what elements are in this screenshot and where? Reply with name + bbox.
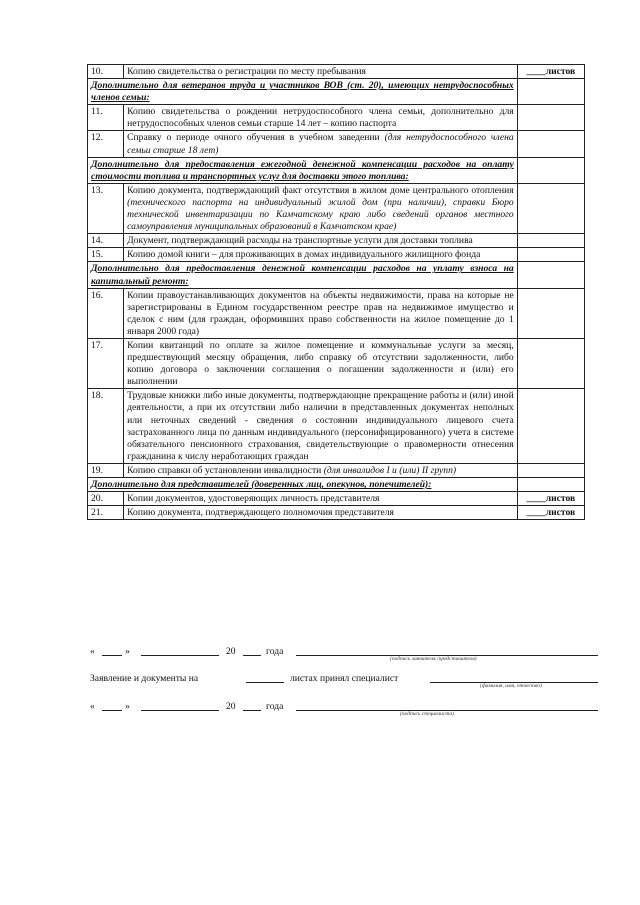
table-row xyxy=(88,105,585,131)
section-heading-representatives: Дополнительно для представителей (доверенных лиц, опекунов, попечителей): xyxy=(88,478,518,492)
day-field[interactable] xyxy=(102,710,122,711)
month-field[interactable] xyxy=(141,655,219,656)
table-row xyxy=(88,234,585,248)
accepted-pages-field[interactable] xyxy=(246,682,284,683)
section-row xyxy=(88,79,585,105)
specialist-name-caption: (фамилия, имя, отчество) xyxy=(480,683,542,689)
specialist-signature-caption: (подпись специалиста) xyxy=(400,711,454,717)
quote-open: « xyxy=(90,646,95,657)
row-main-text: Копию документа, подтверждающий факт отсутствия в жилом доме центрального отопления xyxy=(127,184,514,196)
row-number: 12. xyxy=(88,131,124,157)
row-note: (для нетрудоспособного члена семьи старше 18 лет) xyxy=(127,132,514,156)
row-text: Документ, подтверждающий расходы на транспортные услуги для доставки топлива xyxy=(124,234,518,248)
row-text: Копию свидетельства о рождении нетрудоспособного члена семьи, дополнительно для нетрудоспособных членов семьи старше 14 лет – копию паспорта xyxy=(124,105,518,131)
table-row xyxy=(88,492,585,506)
year-suffix: года xyxy=(266,646,284,657)
row-number: 18. xyxy=(88,389,124,464)
pages-label: листов xyxy=(545,493,576,505)
month-field[interactable] xyxy=(141,710,219,711)
accepted-text-1: Заявление и документы на xyxy=(90,673,199,684)
row-number: 16. xyxy=(88,288,124,338)
year-suffix: года xyxy=(266,701,284,712)
pages-field[interactable] xyxy=(517,389,584,464)
pages-field[interactable] xyxy=(517,338,584,388)
pages-field[interactable] xyxy=(517,157,584,183)
quote-open: « xyxy=(90,701,95,712)
pages-field[interactable] xyxy=(517,131,584,157)
table-row xyxy=(88,338,585,388)
row-number: 21. xyxy=(88,506,124,520)
row-text: Копии документов, удостоверяющих личность представителя xyxy=(124,492,518,506)
section-heading-repair: Дополнительно для предоставления денежной компенсации расходов на уплату взноса на капитальный ремонт: xyxy=(88,262,518,288)
row-note: (для инвалидов I и (или) II групп) xyxy=(323,464,457,476)
row-number: 10. xyxy=(88,65,124,79)
year-prefix: 20 xyxy=(226,646,236,657)
table-row xyxy=(88,65,585,79)
row-text: Копии квитанций по оплате за жилое помещение и коммунальные услуги за месяц, предшествующий месяцу обращения, либо справку об отсутствии задолженности, либо копию договора о заключении соглашения о погашении задолженности и (или) его выполнении xyxy=(124,338,518,388)
row-main-text: Справку о периоде очного обучения в учебном заведении xyxy=(127,132,380,144)
year-field[interactable] xyxy=(243,710,261,711)
row-text xyxy=(124,131,518,157)
row-main-text: Копию справки об установлении инвалидности xyxy=(127,464,322,476)
year-field[interactable] xyxy=(243,655,261,656)
section-row xyxy=(88,157,585,183)
pages-field[interactable]: ____листов xyxy=(517,65,584,79)
row-text xyxy=(124,463,518,477)
row-text: Копии правоустанавливающих документов на объекты недвижимости, права на которые не зарегистрированы в Едином государственном реестре прав на недвижимое имущество и сделок с ним (для граждан, оформивших право собственности на жилое помещение до 1 января 2000 года) xyxy=(124,288,518,338)
row-number: 11. xyxy=(88,105,124,131)
pages-field[interactable] xyxy=(517,288,584,338)
table-row xyxy=(88,131,585,157)
row-number: 13. xyxy=(88,183,124,233)
row-text: Копию домой книги – для проживающих в домах индивидуального жилищного фонда xyxy=(124,248,518,262)
pages-field[interactable] xyxy=(517,262,584,288)
section-heading-fuel: Дополнительно для предоставления ежегодной денежной компенсации расходов на оплату стоимости топлива и транспортных услуг для доставки этого топлива: xyxy=(88,157,518,183)
quote-close: » xyxy=(125,646,130,657)
day-field[interactable] xyxy=(102,655,122,656)
pages-label: листов xyxy=(545,507,576,519)
row-text: Копию свидетельства о регистрации по месту пребывания xyxy=(124,65,518,79)
pages-field[interactable] xyxy=(517,463,584,477)
table-row xyxy=(88,389,585,464)
documents-table xyxy=(87,64,585,520)
quote-close: » xyxy=(125,701,130,712)
table-row xyxy=(88,506,585,520)
section-row xyxy=(88,478,585,492)
row-note: (технического паспорта на индивидуальный жилой дом (при наличии), справки Бюро технической инвентаризации по Камчатскому краю либо сведений органов местного самоуправления муниципальных образований в Камчатском крае) xyxy=(127,196,514,233)
pages-field[interactable] xyxy=(517,79,584,105)
pages-label: листов xyxy=(545,66,576,77)
row-number: 20. xyxy=(88,492,124,506)
pages-field[interactable]: ____листов xyxy=(517,492,584,506)
table-row xyxy=(88,288,585,338)
pages-field[interactable] xyxy=(517,234,584,248)
row-text xyxy=(124,183,518,233)
row-number: 15. xyxy=(88,248,124,262)
row-text: Копию документа, подтверждающего полномочия представителя xyxy=(124,506,518,520)
accepted-text-2: листах принял специалист xyxy=(290,673,399,684)
pages-field[interactable] xyxy=(517,248,584,262)
year-prefix: 20 xyxy=(226,701,236,712)
table-row xyxy=(88,183,585,233)
pages-field[interactable]: ____листов xyxy=(517,506,584,520)
row-text: Трудовые книжки либо иные документы, подтверждающие прекращение работы и (или) иной деятельности, а при их отсутствии либо наличии в представленных документах неполных или неточных сведений - сведения о состоянии индивидуального лицевого счета застрахованного лица по данным индивидуального (персонифицированного) учета в системе обязательного пенсионного страхования, свидетельствующие о правомерности отнесения гражданина к числу неработающих граждан xyxy=(124,389,518,464)
row-number: 14. xyxy=(88,234,124,248)
pages-field[interactable] xyxy=(517,105,584,131)
pages-field[interactable] xyxy=(517,478,584,492)
row-number: 17. xyxy=(88,338,124,388)
section-heading-vov: Дополнительно для ветеранов труда и участников ВОВ (ст. 20), имеющих нетрудоспособных членов семьи: xyxy=(88,79,518,105)
applicant-signature-caption: (подпись заявителя /представителя) xyxy=(390,656,477,662)
table-row xyxy=(88,248,585,262)
row-number: 19. xyxy=(88,463,124,477)
table-row xyxy=(88,463,585,477)
section-row xyxy=(88,262,585,288)
pages-field[interactable] xyxy=(517,183,584,233)
